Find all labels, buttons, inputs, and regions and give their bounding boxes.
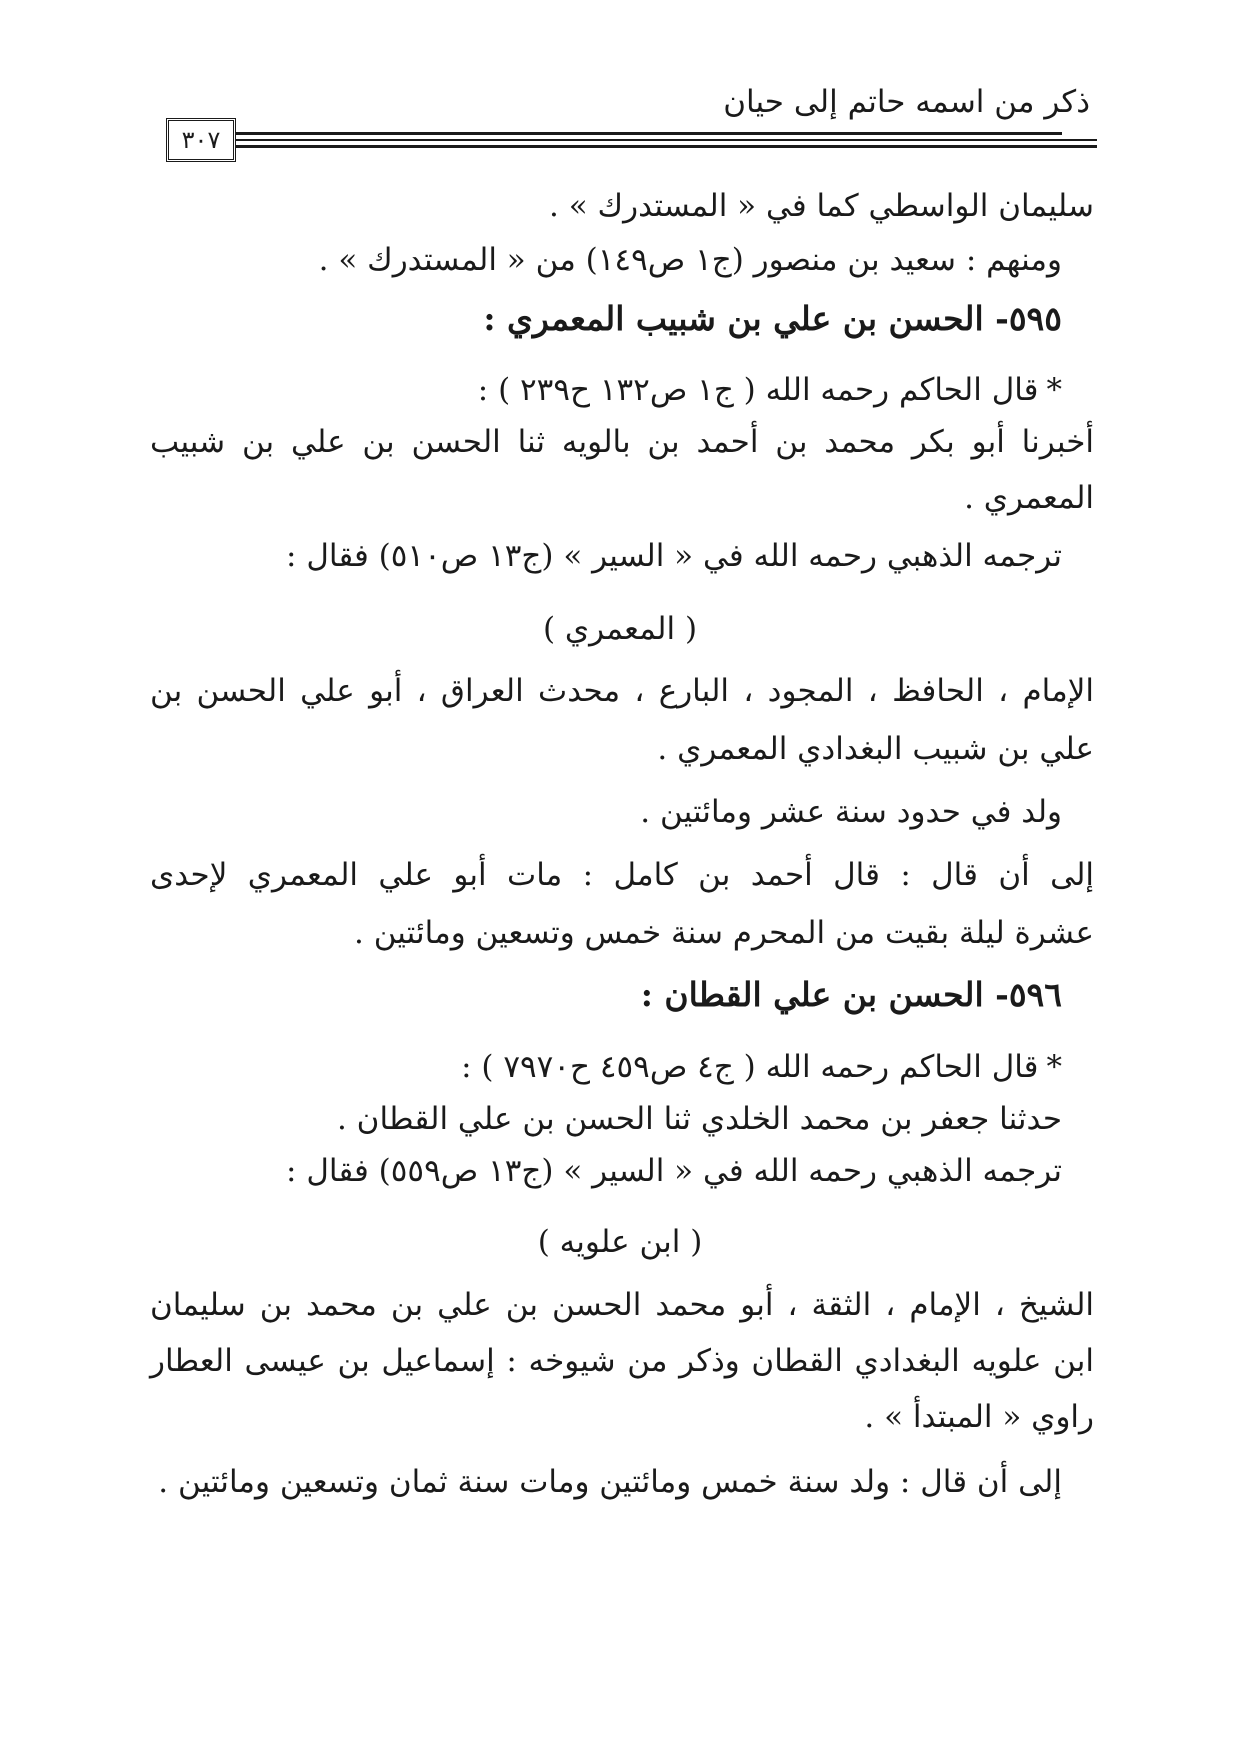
header-rule — [236, 145, 1097, 148]
text-line: سليمان الواسطي كما في « المستدرك » . — [549, 188, 1094, 224]
star-marker: * — [1046, 372, 1062, 408]
text-line: حدثنا جعفر بن محمد الخلدي ثنا الحسن بن علي القطان . — [336, 1101, 1062, 1137]
header-rule — [236, 132, 1062, 135]
text-line: أخبرنا أبو بكر محمد بن أحمد بن بالويه ثنا الحسن بن علي بن شبيب — [150, 424, 1094, 460]
text-line: ولد في حدود سنة عشر ومائتين . — [640, 794, 1062, 830]
text-line: ترجمه الذهبي رحمه الله في « السير » (ج١٣ ص٥٥٩) فقال : — [286, 1153, 1062, 1189]
page-number: ٣٠٧ — [166, 118, 236, 162]
text-line: ومنهم : سعيد بن منصور (ج١ ص١٤٩) من « المستدرك » . — [318, 242, 1062, 278]
entry-heading-595: ٥٩٥- الحسن بن علي بن شبيب المعمري : — [483, 299, 1062, 338]
text-line: ترجمه الذهبي رحمه الله في « السير » (ج١٣ ص٥١٠) فقال : — [286, 538, 1062, 574]
nickname-heading: ( المعمري ) — [542, 611, 698, 647]
text-line: الإمام ، الحافظ ، المجود ، البارع ، محدث العراق ، أبو علي الحسن بن — [150, 673, 1094, 709]
nickname-heading: ( ابن علويه ) — [537, 1224, 703, 1260]
running-title: ذكر من اسمه حاتم إلى حيان — [723, 84, 1090, 120]
text-line: راوي « المبتدأ » . — [864, 1399, 1094, 1435]
text-line: المعمري . — [964, 480, 1094, 516]
citation-line — [461, 1045, 1062, 1089]
text-line: عشرة ليلة بقيت من المحرم سنة خمس وتسعين ومائتين . — [354, 915, 1094, 951]
entry-heading-596: ٥٩٦- الحسن بن علي القطان : — [640, 975, 1062, 1014]
text-line: الشيخ ، الإمام ، الثقة ، أبو محمد الحسن بن علي بن محمد بن سليمان — [150, 1287, 1094, 1323]
star-marker: * — [1046, 1049, 1062, 1085]
text-line: ابن علويه البغدادي القطان وذكر من شيوخه : إسماعيل بن عيسى العطار — [150, 1343, 1094, 1379]
citation-line — [478, 368, 1062, 412]
text-line: إلى أن قال : ولد سنة خمس ومائتين ومات سنة ثمان وتسعين ومائتين . — [158, 1464, 1062, 1500]
text-line: إلى أن قال : قال أحمد بن كامل : مات أبو علي المعمري لإحدى — [150, 857, 1094, 893]
text-line: علي بن شبيب البغدادي المعمري . — [657, 731, 1094, 767]
citation-text: قال الحاكم رحمه الله ( ج١ ص١٣٢ ح٢٣٩ ) : — [477, 372, 1039, 408]
citation-text: قال الحاكم رحمه الله ( ج٤ ص٤٥٩ ح٧٩٧٠ ) : — [461, 1049, 1039, 1085]
header-rule — [236, 139, 1097, 141]
